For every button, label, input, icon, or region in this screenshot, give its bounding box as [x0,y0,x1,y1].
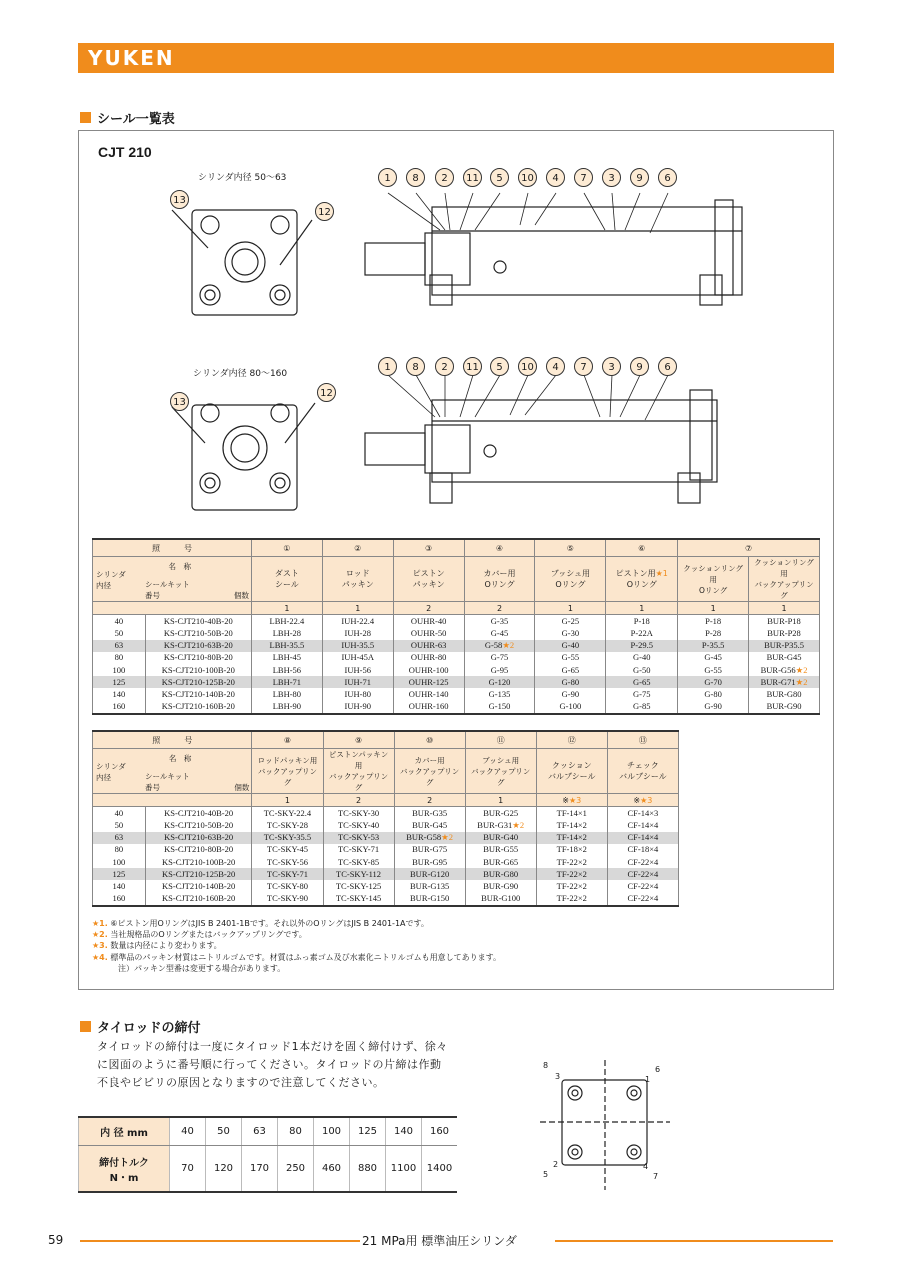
cell-kit: KS-CJT210-100B-20 [145,856,252,868]
table-header-row: 名 称 シリンダ内径 シールキット番号 個数 ダスト シール ロッド パッキン ピストン パッキン カバー用 Oリング ブッシュ用 Oリング ピストン用★1 Oリング クッションリング用 Oリング クッションリング用 バックアップリング [93,557,820,602]
cell-part: BUR-G45 [749,652,820,664]
cell-part: G-40 [535,640,606,652]
cell-part: TC-SKY-80 [252,880,323,892]
table-row: 締付トルク N・m 70 120 170 250 460 880 1100 1400 [79,1146,458,1193]
tie-num: 8 [543,1061,549,1070]
cell-part: BUR-G150 [394,893,465,906]
table-row [93,844,679,856]
footer-rule [80,1240,360,1242]
cell-part: TC-SKY-71 [252,868,323,880]
cell-part: LBH-80 [251,688,322,700]
cell-part: G-40 [606,652,678,664]
balloon-9-top: 9 [630,168,649,187]
table-row [93,701,820,714]
torque-table [78,1116,457,1193]
cell-part: IUH-45A [322,652,393,664]
cell-part: BUR-G31★2 [465,819,536,831]
cell-part: BUR-G58★2 [394,832,465,844]
cell-part: TF-18×2 [536,844,607,856]
cell-part: BUR-G75 [394,844,465,856]
cell-bore: 40 [93,615,146,628]
table-qty-row: 1 2 2 1 ※★3 ※★3 [93,794,679,807]
tie-num: 7 [653,1172,659,1181]
cell-part: P-35.5 [678,640,749,652]
side-view-drawings [360,185,750,515]
balloon-1-bottom: 1 [378,357,397,376]
cell-part: BUR-G135 [394,880,465,892]
drawing-label-top: シリンダ内径 50〜63 [198,173,287,183]
cell-kit: KS-CJT210-50B-20 [145,819,252,831]
balloon-2-bottom: 2 [435,357,454,376]
cell-part: BUR-G95 [394,856,465,868]
balloon-3-bottom: 3 [602,357,621,376]
cell-part: TC-SKY-112 [323,868,394,880]
cell-part: TF-14×2 [536,819,607,831]
tie-num: 4 [643,1162,649,1171]
cell-part: G-135 [464,688,535,700]
table-row [93,640,820,652]
cell-part: IUH-71 [322,676,393,688]
model-name: CJT 210 [98,144,152,160]
cell-part: IUH-22.4 [322,615,393,628]
cell-kit: KS-CJT210-160B-20 [145,893,252,906]
table-row [93,688,820,700]
cell-part: LBH-71 [251,676,322,688]
cell-part: OUHR-63 [393,640,464,652]
cell-part: TC-SKY-125 [323,880,394,892]
balloon-6-bottom: 6 [658,357,677,376]
balloon-13-bottom: 13 [170,392,189,411]
cell-part: BUR-P18 [749,615,820,628]
balloon-1-top: 1 [378,168,397,187]
cell-kit: KS-CJT210-63B-20 [145,640,251,652]
cell-part: LBH-45 [251,652,322,664]
cell-part: P-18 [606,615,678,628]
cell-part: BUR-G80 [465,868,536,880]
cell-part: LBH-35.5 [251,640,322,652]
cell-part: IUH-35.5 [322,640,393,652]
footer-rule [555,1240,833,1242]
cell-part: IUH-28 [322,627,393,639]
header-bar [78,43,834,73]
table-header-row: 照 号 ① ② ③ ④ ⑤ ⑥ ⑦ [93,539,820,557]
cell-part: G-75 [464,652,535,664]
cell-bore: 80 [93,652,146,664]
balloon-12-bottom: 12 [317,383,336,402]
cell-part: G-150 [464,701,535,714]
cell-part: BUR-G65 [465,856,536,868]
table-row [93,807,679,820]
table-row [93,652,820,664]
balloon-8-bottom: 8 [406,357,425,376]
cell-part: TC-SKY-53 [323,832,394,844]
cell-kit: KS-CJT210-125B-20 [145,676,251,688]
footnote: ★4. 標準品のパッキン材質はニトリルゴムです。材質はふっ素ゴム及び水素化ニトリルゴムも用意してあります。 [92,952,501,962]
footer-title: 21 MPa用 標準油圧シリンダ [362,1234,517,1248]
cell-part: G-58★2 [464,640,535,652]
cell-part: TC-SKY-35.5 [252,832,323,844]
footnote: ★2. 当社規格品のOリングまたはバックアップリングです。 [92,930,307,940]
cell-bore: 140 [93,688,146,700]
tie-num: 1 [645,1075,651,1084]
cell-part: TC-SKY-71 [323,844,394,856]
cell-part: OUHR-100 [393,664,464,676]
table-row [93,676,820,688]
cell-part: G-80 [535,676,606,688]
cell-part: CF-18×4 [607,844,678,856]
balloon-4-top: 4 [546,168,565,187]
cell-part: BUR-G40 [465,832,536,844]
balloon-13-top: 13 [170,190,189,209]
cell-part: LBH-90 [251,701,322,714]
cell-kit: KS-CJT210-140B-20 [145,880,252,892]
cell-part: G-100 [535,701,606,714]
cell-part: G-65 [606,676,678,688]
cell-bore: 125 [93,868,146,880]
cell-part: BUR-P28 [749,627,820,639]
cell-part: P-22A [606,627,678,639]
cell-part: OUHR-40 [393,615,464,628]
cell-part: TF-14×1 [536,807,607,820]
end-view-drawings [160,185,350,525]
balloon-10-bottom: 10 [518,357,537,376]
tie-num: 2 [553,1160,559,1169]
cell-part: CF-22×4 [607,868,678,880]
cell-part: TC-SKY-28 [252,819,323,831]
cell-part: CF-22×4 [607,856,678,868]
cell-bore: 50 [93,819,146,831]
footnotes [92,918,501,974]
cell-bore: 160 [93,893,146,906]
table-row [93,868,679,880]
cell-bore: 100 [93,664,146,676]
table-row [93,615,820,628]
cell-part: IUH-56 [322,664,393,676]
tie-num: 6 [655,1065,661,1074]
balloon-7-bottom: 7 [574,357,593,376]
cell-part: BUR-G90 [465,880,536,892]
cell-part: LBH-56 [251,664,322,676]
cell-part: G-90 [678,701,749,714]
cell-part: OUHR-80 [393,652,464,664]
cell-part: TF-22×2 [536,868,607,880]
cell-part: G-95 [464,664,535,676]
table-header-row: 照 号 ⑧ ⑨ ⑩ ⑪ ⑫ ⑬ [93,731,679,749]
cell-part: G-55 [535,652,606,664]
cell-part: LBH-28 [251,627,322,639]
cell-kit: KS-CJT210-125B-20 [145,868,252,880]
cell-bore: 63 [93,832,146,844]
section-title-seal: シール一覧表 [80,108,175,127]
drawing-label-bottom: シリンダ内径 80〜160 [193,369,288,379]
cell-part: CF-14×4 [607,832,678,844]
balloon-7-top: 7 [574,168,593,187]
cell-part: BUR-G55 [465,844,536,856]
balloon-5-bottom: 5 [490,357,509,376]
balloon-10-top: 10 [518,168,537,187]
cell-bore: 125 [93,676,146,688]
cell-kit: KS-CJT210-40B-20 [145,615,251,628]
cell-kit: KS-CJT210-80B-20 [145,652,251,664]
cell-part: BUR-P35.5 [749,640,820,652]
cell-part: BUR-G35 [394,807,465,820]
table-row [93,856,679,868]
cell-part: G-50 [606,664,678,676]
cell-bore: 40 [93,807,146,820]
cell-part: OUHR-140 [393,688,464,700]
footnote: 注）パッキン型番は変更する場合があります。 [118,963,286,973]
cell-part: BUR-G25 [465,807,536,820]
balloon-3-top: 3 [602,168,621,187]
cell-part: G-80 [678,688,749,700]
seal-table-2 [92,730,679,907]
balloon-4-bottom: 4 [546,357,565,376]
cell-part: TF-22×2 [536,856,607,868]
cell-part: BUR-G80 [749,688,820,700]
cell-kit: KS-CJT210-80B-20 [145,844,252,856]
footnote: ★3. 数量は内径により変わります。 [92,941,222,951]
square-bullet-icon [80,1021,91,1032]
cell-part: TC-SKY-90 [252,893,323,906]
tierod-instructions: タイロッドの締付は一度にタイロッド1本だけを固く締付けず、徐々に図面のように番号順に行ってください。タイロッドの片締は作動不良やビビリの原因となりますので注意してください。 [97,1040,448,1089]
cell-kit: KS-CJT210-50B-20 [145,627,251,639]
cell-part: G-85 [606,701,678,714]
cell-part: G-55 [678,664,749,676]
cell-part: G-45 [464,627,535,639]
tie-num: 5 [543,1170,549,1179]
cell-bore: 80 [93,844,146,856]
balloon-11-bottom: 11 [463,357,482,376]
cell-part: OUHR-125 [393,676,464,688]
balloon-8-top: 8 [406,168,425,187]
cell-part: OUHR-50 [393,627,464,639]
cell-part: G-35 [464,615,535,628]
cell-part: P-18 [678,615,749,628]
table-row [93,832,679,844]
section-title-tierod: タイロッドの締付 [80,1017,200,1036]
cell-bore: 140 [93,880,146,892]
balloon-12-top: 12 [315,202,334,221]
cell-part: G-30 [535,627,606,639]
balloon-5-top: 5 [490,168,509,187]
cell-part: TC-SKY-40 [323,819,394,831]
square-bullet-icon [80,112,91,123]
cell-part: TF-22×2 [536,893,607,906]
tie-num: 3 [555,1072,561,1081]
cell-part: CF-22×4 [607,893,678,906]
cell-part: G-120 [464,676,535,688]
table-header-row: 名 称 シリンダ内径 シールキット番号 個数 ロッドパッキン用 バックアップリング ピストンパッキン用 バックアップリング カバー用 バックアップリング ブッシュ用 バックアップリング クッション バルブシール チェック バルブシール [93,749,679,794]
cell-part: TC-SKY-30 [323,807,394,820]
cell-part: OUHR-160 [393,701,464,714]
cell-bore: 160 [93,701,146,714]
table-row [93,880,679,892]
balloon-2-top: 2 [435,168,454,187]
cell-part: BUR-G56★2 [749,664,820,676]
cell-part: LBH-22.4 [251,615,322,628]
cell-kit: KS-CJT210-40B-20 [145,807,252,820]
cell-part: BUR-G71★2 [749,676,820,688]
balloon-11-top: 11 [463,168,482,187]
table-row [93,819,679,831]
cell-part: G-90 [535,688,606,700]
cell-part: TC-SKY-85 [323,856,394,868]
cell-part: IUH-80 [322,688,393,700]
table-row [93,664,820,676]
table-row [93,893,679,906]
cell-bore: 100 [93,856,146,868]
cell-part: IUH-90 [322,701,393,714]
seal-table-1 [92,538,820,715]
cell-part: TF-14×2 [536,832,607,844]
table-row: 内 径 mm 40 50 63 80 100 125 140 160 [79,1117,458,1146]
brand-logo: YUKEN [88,46,175,70]
cell-kit: KS-CJT210-160B-20 [145,701,251,714]
cell-part: TF-22×2 [536,880,607,892]
cell-part: G-45 [678,652,749,664]
cell-part: G-65 [535,664,606,676]
cell-part: P-29.5 [606,640,678,652]
cell-part: BUR-G100 [465,893,536,906]
cell-part: P-28 [678,627,749,639]
cell-part: BUR-G90 [749,701,820,714]
cell-part: G-70 [678,676,749,688]
cell-part: BUR-G45 [394,819,465,831]
cell-kit: KS-CJT210-63B-20 [145,832,252,844]
cell-kit: KS-CJT210-140B-20 [145,688,251,700]
cell-part: BUR-G120 [394,868,465,880]
cell-part: CF-22×4 [607,880,678,892]
cell-bore: 63 [93,640,146,652]
cell-part: G-75 [606,688,678,700]
cell-part: CF-14×3 [607,807,678,820]
table-qty-row: 1 1 2 2 1 1 1 1 [93,602,820,615]
balloon-6-top: 6 [658,168,677,187]
table-row [93,627,820,639]
cell-kit: KS-CJT210-100B-20 [145,664,251,676]
cell-part: G-25 [535,615,606,628]
footnote: ★1. ⑥ピストン用OリングはJIS B 2401-1Bです。それ以外のOリングはJIS B 2401-1Aです。 [92,919,429,928]
page-number: 59 [48,1233,64,1247]
cell-part: TC-SKY-56 [252,856,323,868]
cell-part: TC-SKY-45 [252,844,323,856]
cell-part: CF-14×4 [607,819,678,831]
balloon-9-bottom: 9 [630,357,649,376]
cell-part: TC-SKY-145 [323,893,394,906]
cell-bore: 50 [93,627,146,639]
cell-part: TC-SKY-22.4 [252,807,323,820]
